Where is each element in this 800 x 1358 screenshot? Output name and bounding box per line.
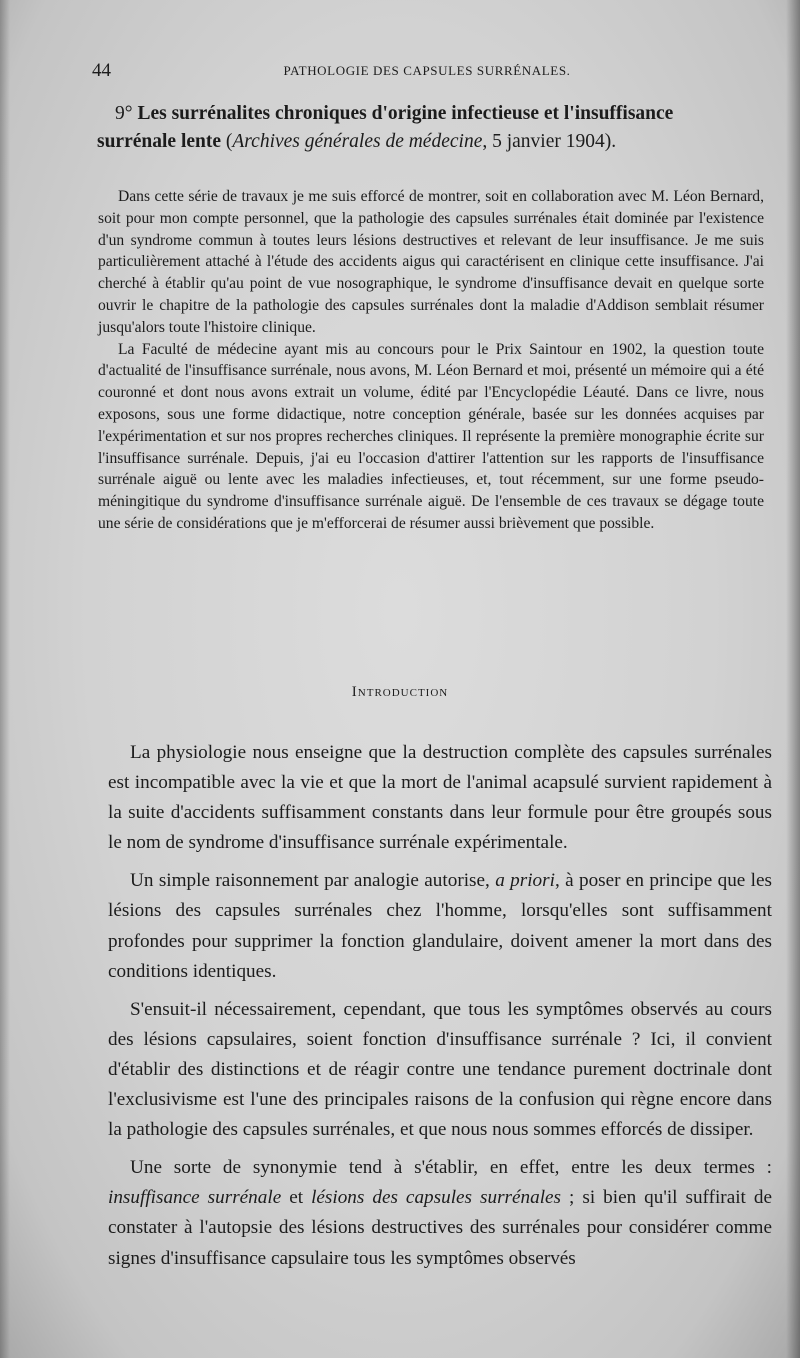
summary-paragraph: La Faculté de médecine ayant mis au concours pour le Prix Saintour en 1902, la question toute d'actualité de l'insuffisance surrénale, nous avons, M. Léon Bernard et moi, présenté un mémoire qui a été couronné et dont nous avons extrait un volume, édité par l'Encyclopédie Léauté. Dans ce livre, nous exposons, sous une forme didactique, notre conception générale, basée sur les données acquises par l'expérimentation et sur nos propres recherches cliniques. Il représente la première monographie écrite sur l'insuffisance surrénale. Depuis, j'ai eu l'occasion d'attirer l'attention sur les rapports de l'insuffisance surrénale aiguë ou lente avec les maladies infectieuses, et, tout récemment, sur une forme pseudo-méningitique du syndrome d'insuffisance surrénale aiguë. De l'ensemble de ces travaux se dégage toute une série de considérations que je m'efforcerai de résumer aussi brièvement que possible. — [98, 340, 764, 532]
body-italic-run: lésions des capsules surrénales — [311, 1187, 562, 1209]
body-paragraph: S'ensuit-il nécessairement, cependant, que tous les symptômes observés au cours des lésions capsulaires, soient fonction d'insuffisance surrénale ? Ici, il convient d'établir des distinctions et de réagir contre une tendance purement doctrinale dont l'exclusivisme est l'une des principales raisons de la confusion qui règne encore dans la pathologie des capsules surrénales, et que nous nous sommes efforcés de dissiper. — [108, 998, 772, 1141]
entry-title: Les surrénalites chroniques d'origine infectieuse et l'insuffisance surrénale lente — [97, 103, 674, 152]
entry-source-open: ( — [225, 131, 233, 152]
running-title: PATHOLOGIE DES CAPSULES SURRÉNALES. — [283, 63, 571, 78]
body-paragraph — [108, 1153, 772, 1273]
body-italic-run: insuffisance surrénale — [108, 1187, 282, 1209]
body-text-run: Un simple raisonnement par analogie autorise, — [130, 870, 496, 892]
publication-entry — [97, 100, 757, 156]
running-head — [92, 60, 762, 82]
entry-source-date: , 5 janvier 1904). — [482, 131, 617, 152]
body-text-run: Une sorte de synonymie tend à s'établir, en effet, entre les deux termes : — [130, 1157, 772, 1179]
entry-source-journal: Archives générales de médecine — [232, 131, 483, 152]
body-paragraph: La physiologie nous enseigne que la destruction complète des capsules surrénales est incompatible avec la vie et que la mort de l'animal acapsulé survient rapidement à la suite d'accidents suffisamment constants dans leur formule pour être groupés sous le nom de syndrome d'insuffisance surrénale expérimentale. — [108, 742, 772, 854]
body-text-run: ; si bien qu'il suffirait de constater à l'autopsie des lésions destructives des surrénales pour considérer comme signes d'insuffisance capsulaire tous les symptômes observés — [108, 1187, 772, 1269]
entry-number: 9° — [115, 103, 133, 124]
section-heading: Introduction — [351, 684, 449, 700]
summary-text — [98, 186, 764, 535]
page-number: 44 — [92, 60, 111, 81]
body-text-run: et — [281, 1187, 312, 1209]
body-paragraph — [108, 866, 772, 986]
summary-paragraph: Dans cette série de travaux je me suis efforcé de montrer, soit en collaboration avec M. Léon Bernard, soit pour mon compte personnel, que la pathologie des capsules surrénales était dominée par l'existence d'un syndrome commun à toutes leurs lésions destructives et relevant de leur insuffisance. Je me suis particulièrement attaché à l'étude des accidents aigus qui caractérisent en clinique cette insuffisance. J'ai cherché à établir qu'au point de vue nosographique, le syndrome d'insuffisance devait en quelque sorte ouvrir le chapitre de la pathologie des capsules surrénales dont la maladie d'Addison semblait résumer jusqu'alors toute l'histoire clinique. — [98, 188, 764, 336]
body-italic-run: a priori — [495, 870, 555, 892]
body-text — [108, 738, 772, 1282]
body-text-run: , à poser en principe que les lésions des capsules surrénales chez l'homme, lorsqu'elles sont suffisamment profondes pour supprimer la fonction glandulaire, doivent amener la mort dans des conditions identiques. — [108, 870, 772, 982]
